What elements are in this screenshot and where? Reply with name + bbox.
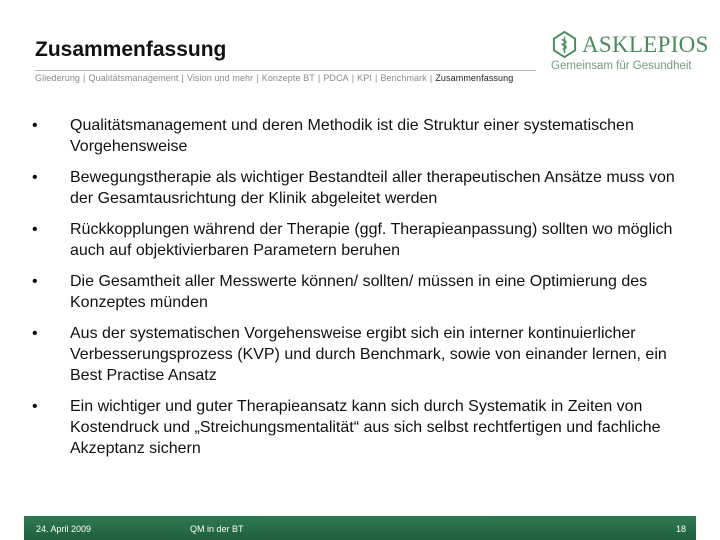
bullet-text: Ein wichtiger und guter Therapieansatz kann sich durch Systematik in Zeiten von Kostendruck und „Streichungsmentalität“ aus sich selbst rechtfertigen und fachliche Akzeptanz sichern xyxy=(70,398,661,457)
breadcrumb-item-qualitaetsmanagement[interactable]: Qualitätsmanagement xyxy=(88,73,179,83)
list-item xyxy=(30,323,700,386)
breadcrumb-item-gliederung[interactable]: Gliederung xyxy=(35,73,81,83)
footer-topic: QM in der BT xyxy=(190,524,244,534)
list-item xyxy=(30,396,700,459)
breadcrumb-separator: | xyxy=(374,73,378,83)
breadcrumb-separator: | xyxy=(181,73,184,83)
list-item xyxy=(30,167,700,209)
breadcrumb-separator: | xyxy=(429,73,433,83)
bullet-marker: • xyxy=(32,169,38,186)
list-item xyxy=(30,219,700,261)
bullet-marker: • xyxy=(32,273,38,290)
breadcrumb xyxy=(35,73,513,83)
footer-date: 24. April 2009 xyxy=(36,524,92,534)
staff-of-asclepius-icon xyxy=(551,31,578,58)
logo-tagline: Gemeinsam für Gesundheit xyxy=(551,60,692,72)
breadcrumb-separator: | xyxy=(256,73,259,83)
bullet-text: Qualitätsmanagement und deren Methodik ist die Struktur einer systematischen Vorgehensweise xyxy=(70,117,634,155)
bullet-text: Aus der systematischen Vorgehensweise ergibt sich ein interner kontinuierlicher Verbesserungsprozess (KVP) und durch Benchmark, sowie von einander lernen, ein Best Practise Ansatz xyxy=(70,325,667,384)
breadcrumb-item-benchmark[interactable]: Benchmark xyxy=(380,73,427,83)
bullet-text: Rückkopplungen während der Therapie (ggf. Therapieanpassung) sollten wo möglich auch auf objektivierbaren Parametern beruhen xyxy=(70,221,673,259)
list-item xyxy=(30,115,700,157)
bullet-marker: • xyxy=(32,325,38,342)
bullet-text: Bewegungstherapie als wichtiger Bestandteil aller therapeutischen Ansätze muss von der Gesamtausrichtung der Klinik abgeleitet werden xyxy=(70,169,675,207)
breadcrumb-item-kpi[interactable]: KPI xyxy=(357,73,372,83)
summary-bullet-list xyxy=(30,115,700,459)
breadcrumb-item-vision[interactable]: Vision und mehr xyxy=(186,73,254,83)
bullet-text: Die Gesamtheit aller Messwerte können/ sollten/ müssen in eine Optimierung des Konzeptes münden xyxy=(70,273,648,311)
logo-name: ASKLEPIOS xyxy=(582,32,709,57)
bullet-marker: • xyxy=(32,221,38,238)
page-number: 18 xyxy=(675,524,686,534)
bullet-marker: • xyxy=(32,117,38,134)
title-divider xyxy=(35,70,536,71)
breadcrumb-separator: | xyxy=(317,73,321,83)
list-item xyxy=(30,271,700,313)
breadcrumb-separator: | xyxy=(351,73,355,83)
footer-bar xyxy=(24,516,696,540)
breadcrumb-item-pdca[interactable]: PDCA xyxy=(323,73,349,83)
bullet-marker: • xyxy=(32,398,38,415)
breadcrumb-item-zusammenfassung[interactable]: Zusammenfassung xyxy=(435,73,514,83)
asklepios-logo xyxy=(548,31,709,73)
breadcrumb-item-konzepte[interactable]: Konzepte BT xyxy=(261,73,315,83)
breadcrumb-separator: | xyxy=(83,73,86,83)
slide-title: Zusammenfassung xyxy=(35,38,227,61)
